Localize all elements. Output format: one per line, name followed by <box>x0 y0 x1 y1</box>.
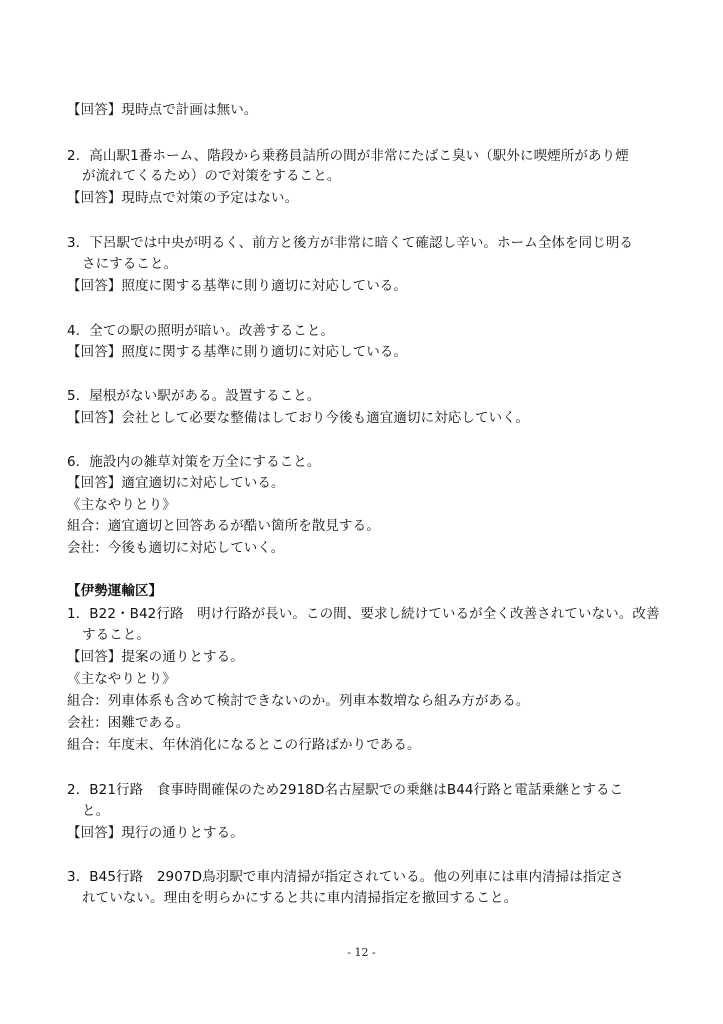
item-line: 4．全ての駅の照明が暗い。改善すること。 <box>67 323 335 339</box>
item-line: 5．屋根がない駅がある。設置すること。 <box>67 388 321 404</box>
item-line: 6．施設内の雑草対策を万全にすること。 <box>67 454 321 470</box>
item-continuation-line: と。 <box>82 803 110 819</box>
answer-line: 【回答】適宜適切に対応している。 <box>67 475 285 491</box>
item-continuation-line: れていない。理由を明らかにすると共に車内清掃指定を撤回すること。 <box>82 890 518 906</box>
exchange-heading: 《主なやりとり》 <box>67 671 176 687</box>
exchange-line: 会社：困難である。 <box>67 715 190 731</box>
item-line: 2．B21行路 食事時間確保のため2918D名古屋駅での乗継はB44行路と電話乗継とするこ <box>67 782 624 798</box>
exchange-line: 会社：今後も適切に対応していく。 <box>67 540 285 556</box>
page-number: - 12 - <box>347 946 376 959</box>
exchange-line: 組合：適宜適切と回答あるが酷い箇所を散見する。 <box>67 518 380 534</box>
item-continuation-line: さにすること。 <box>82 256 178 272</box>
answer-line: 【回答】照度に関する基準に則り適切に対応している。 <box>67 278 407 294</box>
item-continuation-line: すること。 <box>82 627 150 643</box>
answer-line: 【回答】照度に関する基準に則り適切に対応している。 <box>67 344 407 360</box>
item-continuation-line: が流れてくるため）ので対策をすること。 <box>82 168 341 184</box>
item-line: 1．B22・B42行路 明け行路が長い。この間、要求し続けているが全く改善されていない。改善 <box>67 606 660 622</box>
answer-line: 【回答】現時点で対策の予定はない。 <box>67 190 299 206</box>
item-line: 3．B45行路 2907D鳥羽駅で車内清掃が指定されている。他の列車には車内清掃は指定さ <box>67 869 624 885</box>
exchange-line: 組合：年度末、年休消化になるとこの行路ばかりである。 <box>67 737 421 753</box>
answer-line: 【回答】提案の通りとする。 <box>67 649 244 665</box>
exchange-heading: 《主なやりとり》 <box>67 497 176 513</box>
item-line: 3．下呂駅では中央が明るく、前方と後方が非常に暗くて確認し辛い。ホーム全体を同じ明る <box>67 235 634 251</box>
exchange-line: 組合：列車体系も含めて検討できないのか。列車本数増なら組み方がある。 <box>67 693 530 709</box>
answer-line: 【回答】現時点で計画は無い。 <box>67 102 258 118</box>
answer-line: 【回答】現行の通りとする。 <box>67 825 244 841</box>
answer-line: 【回答】会社として必要な整備はしており今後も適宜適切に対応していく。 <box>67 410 530 426</box>
section-heading: 【伊勢運輸区】 <box>67 583 163 599</box>
item-line: 2．高山駅1番ホーム、階段から乗務員詰所の間が非常にたばこ臭い（駅外に喫煙所があり煙 <box>67 148 629 164</box>
